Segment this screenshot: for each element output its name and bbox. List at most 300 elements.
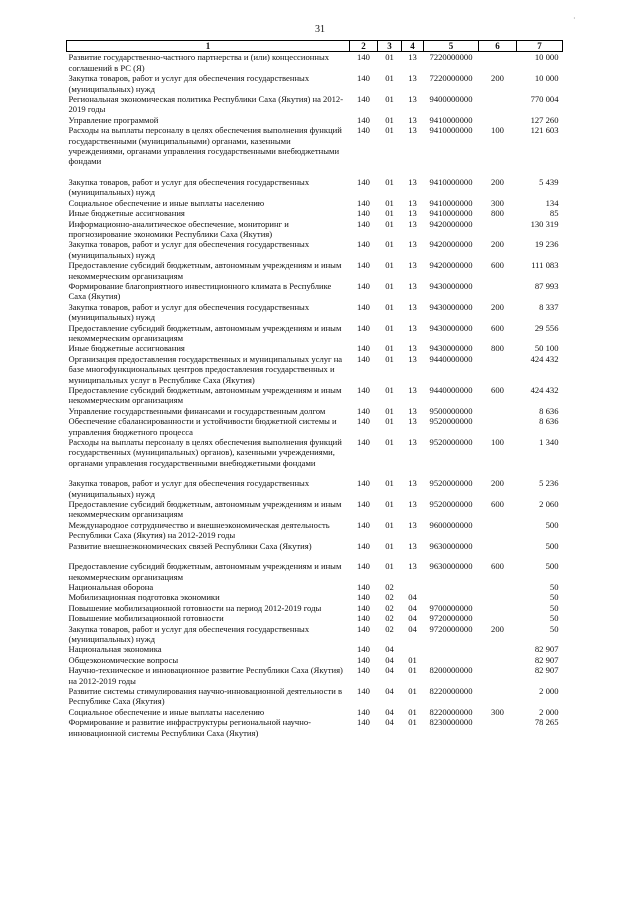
table-row [67,582,563,592]
row-name: Закупка товаров, работ и услуг для обеспечения государственных (муниципальных) нужд [68,301,310,323]
row-code-subsection: 13 [408,478,417,489]
row-amount: 50 [549,623,559,634]
row-code-subsection: 13 [408,353,417,364]
row-code-ministry: 140 [357,685,370,696]
row-code-target: 9630000000 [429,561,473,572]
row-code-target: 9410000000 [429,208,473,219]
row-amount: 424 432 [530,385,559,395]
row-code-subsection: 13 [408,301,417,312]
row-code-ministry: 140 [357,437,370,448]
row-code-section: 01 [385,385,394,395]
row-name: Закупка товаров, работ и услуг для обеспечения государственных (муниципальных) нужд [68,623,310,644]
row-code-subsection: 13 [408,208,417,219]
row-code-section: 01 [385,114,394,125]
row-code-section: 01 [385,519,394,530]
table-body [67,52,563,738]
table-row [67,592,563,602]
corner-mark: · [573,14,576,23]
row-code-target: 9440000000 [429,385,473,395]
row-name: Повышение мобилизационной готовности [68,613,224,624]
row-code-ministry: 140 [357,519,370,530]
row-code-section: 01 [385,260,394,271]
row-code-target: 9520000000 [429,499,473,510]
row-code-section: 01 [385,353,394,364]
row-code-target: 8220000000 [429,685,473,696]
table-row [67,520,563,541]
row-code-expense-type [479,416,517,437]
row-code-section: 01 [385,478,394,489]
row-code-section: 01 [385,52,394,63]
row-name: Предоставление субсидий бюджетным, автономным учреждениям и иным некоммерческим организациям [68,385,342,406]
row-code-subsection: 13 [408,499,417,510]
row-code-expense-type: 600 [491,322,504,333]
row-name: Расходы на выплаты персоналу в целях обеспечения выполнения функций государственными (муниципальными) органами, казенными учреждениями, органами управления государственными внебюджетными фондами [68,125,342,167]
row-code-subsection: 13 [408,239,417,250]
table-row [67,686,563,707]
row-code-expense-type: 600 [491,561,504,572]
header-col-6: 6 [479,41,517,52]
row-name: Закупка товаров, работ и услуг для обеспечения государственных (муниципальных) нужд [68,478,310,499]
row-amount: 8 636 [539,405,559,416]
row-code-target: 9430000000 [429,280,473,291]
row-code-section: 01 [385,218,394,229]
row-code-expense-type: 200 [491,623,504,634]
row-code-section: 01 [385,499,394,510]
row-code-ministry: 140 [357,176,370,187]
row-amount: 50 [549,602,559,613]
row-code-ministry: 140 [357,322,370,333]
row-code-expense-type [479,717,517,738]
row-code-section: 01 [385,343,394,354]
row-code-expense-type [479,281,517,302]
row-code-subsection: 13 [408,519,417,530]
row-code-subsection: 04 [408,613,417,624]
row-code-section: 04 [385,654,394,665]
row-code-expense-type [479,354,517,385]
row-spacer-cell [67,167,563,177]
row-code-section: 01 [385,280,394,291]
row-amount: 87 993 [534,280,559,291]
row-code-subsection: 13 [408,437,417,448]
row-code-expense-type: 800 [491,343,504,354]
row-code-target: 9720000000 [429,613,473,624]
row-name: Развитие государственно-частного партнерства и (или) концессионных соглашений в РС (Я) [68,52,330,73]
row-amount: 8 337 [539,301,559,312]
row-amount: 2 060 [539,499,559,510]
row-name: Предоставление субсидий бюджетным, автономным учреждениям и иным некоммерческим организациям [68,499,342,520]
row-code-target: 9410000000 [429,197,473,208]
row-code-section: 04 [385,685,394,696]
row-name: Развитие системы стимулирования научно-инновационной деятельности в Республике Саха (Якутия) [68,685,343,707]
table-row [67,73,563,94]
row-code-target: 8220000000 [429,706,473,717]
header-col-1: 1 [67,41,350,52]
table-header-row [67,41,563,52]
row-code-section: 02 [385,592,394,603]
row-code-section: 04 [385,717,394,728]
table-row [67,354,563,385]
header-col-3: 3 [378,41,402,52]
row-code-section: 01 [385,301,394,312]
row-code-subsection: 13 [408,94,417,105]
row-amount: 78 265 [534,717,559,728]
row-code-target: 9410000000 [429,176,473,187]
row-code-ministry: 140 [357,385,370,395]
table-row [67,302,563,323]
row-name: Предоставление субсидий бюджетным, автономным учреждениям и иным некоммерческим организациям [68,322,342,343]
row-name: Закупка товаров, работ и услуг для обеспечения государственных (муниципальных) нужд [68,176,310,198]
row-code-ministry: 140 [357,52,370,63]
row-code-section: 04 [385,665,394,676]
row-name: Закупка товаров, работ и услуг для обеспечения государственных (муниципальных) нужд [68,239,310,260]
row-spacer-cell [67,468,563,478]
row-code-ministry: 140 [357,353,370,364]
row-amount: 10 000 [534,52,559,63]
row-amount: 111 083 [531,260,559,271]
row-code-expense-type: 300 [491,706,504,717]
row-spacer-cell [67,551,563,561]
row-code-ministry: 140 [357,581,370,592]
row-name: Предоставление субсидий бюджетным, автономным учреждениям и иным некоммерческим организациям [68,260,342,281]
row-code-subsection [402,644,424,654]
row-code-ministry: 140 [357,125,370,136]
row-code-expense-type: 300 [491,197,504,208]
row-code-ministry: 140 [357,114,370,125]
row-code-ministry: 140 [357,540,370,551]
row-code-target [424,655,479,665]
row-code-ministry: 140 [357,239,370,250]
row-code-section: 01 [385,405,394,416]
row-code-expense-type: 200 [491,176,504,187]
row-code-expense-type [479,115,517,125]
row-code-section: 01 [385,125,394,136]
table-row [67,198,563,208]
row-code-ministry: 140 [357,717,370,728]
row-amount: 424 432 [530,353,559,364]
row-code-subsection: 13 [408,125,417,136]
row-code-expense-type: 200 [491,73,504,84]
row-amount: 19 236 [534,239,559,250]
row-amount: 50 100 [534,343,559,354]
row-spacer [67,551,563,561]
row-code-target: 9430000000 [429,301,473,312]
row-code-section: 02 [385,623,394,634]
row-amount: 500 [545,519,559,530]
row-code-subsection: 01 [408,665,417,676]
row-name: Управление программой [68,114,159,125]
header-col-4: 4 [402,41,424,52]
row-name: Организация предоставления государственных и муниципальных услуг на базе многофункциональных центров предоставления государственных и муниципальных услуг в Республике Саха (Якутия) [68,353,343,385]
page-number: 31 [315,24,325,35]
row-name: Национальная оборона [68,581,154,592]
table-row [67,260,563,281]
row-code-expense-type: 100 [491,437,504,448]
row-code-ministry: 140 [357,665,370,676]
table-row [67,385,563,406]
row-code-section: 01 [385,94,394,105]
table-row [67,343,563,353]
row-amount: 5 439 [539,176,559,187]
row-code-expense-type [479,541,517,551]
table-row [67,125,563,167]
row-code-ministry: 140 [357,561,370,572]
table-row [67,416,563,437]
row-name: Социальное обеспечение и иные выплаты населению [68,197,265,208]
row-amount: 770 004 [530,94,559,105]
row-code-subsection: 04 [408,602,417,613]
row-code-target: 9410000000 [429,125,473,136]
row-name: Мобилизационная подготовка экономики [68,592,220,603]
row-amount: 127 260 [530,114,559,125]
row-code-expense-type: 600 [491,385,504,395]
row-code-ministry: 140 [357,644,370,655]
row-code-target: 8200000000 [429,665,473,676]
row-amount: 50 [549,592,559,603]
row-name: Национальная экономика [68,644,162,655]
row-name: Научно-техническое и инновационное развитие Республики Саха (Якутия) на 2012-2019 годы [68,665,343,686]
row-code-section: 02 [385,581,394,592]
row-code-expense-type [479,592,517,602]
row-code-subsection: 01 [408,717,417,728]
row-code-target [424,644,479,654]
row-name: Обеспечение сбалансированности и устойчивости бюджетной системы и управления бюджетного процесса [68,416,337,437]
row-name: Информационно-аналитическое обеспечение, мониторинг и прогнозирование экономики Республики Саха (Якутия) [68,218,289,239]
row-code-expense-type [479,686,517,707]
row-name: Повышение мобилизационной готовности на период 2012-2019 годы [68,602,322,613]
row-amount: 82 907 [534,644,559,655]
row-code-target: 7220000000 [429,52,473,63]
row-code-expense-type [479,520,517,541]
row-code-subsection: 13 [408,114,417,125]
row-code-ministry: 140 [357,208,370,219]
row-code-section: 04 [385,706,394,717]
row-code-target: 9420000000 [429,239,473,250]
row-code-ministry: 140 [357,197,370,208]
row-code-subsection: 13 [408,260,417,271]
row-spacer [67,167,563,177]
row-code-section: 01 [385,208,394,219]
row-code-subsection: 04 [408,592,417,603]
row-amount: 10 000 [534,73,559,84]
row-amount: 50 [549,581,559,592]
header-col-7: 7 [517,41,563,52]
header-col-5: 5 [424,41,479,52]
row-amount: 50 [549,613,559,624]
row-name: Развитие внешнеэкономических связей Республики Саха (Якутия) [68,540,312,551]
row-code-target: 8230000000 [429,717,473,728]
row-name: Предоставление субсидий бюджетным, автономным учреждениям и иным некоммерческим организациям [68,561,342,582]
row-code-target: 9520000000 [429,416,473,427]
row-code-section: 01 [385,322,394,333]
table-row [67,177,563,198]
table-row [67,52,563,73]
row-code-ministry: 140 [357,592,370,603]
table-row [67,561,563,582]
table-row [67,541,563,551]
row-code-subsection: 04 [408,623,417,634]
row-code-expense-type [479,613,517,623]
row-code-target: 7220000000 [429,73,473,84]
row-code-ministry: 140 [357,343,370,354]
row-code-expense-type: 600 [491,499,504,510]
row-code-target: 9500000000 [429,405,473,416]
table-row [67,644,563,654]
row-code-target: 9430000000 [429,343,473,354]
header-col-2: 2 [350,41,378,52]
row-code-target: 9720000000 [429,623,473,634]
row-code-ministry: 140 [357,623,370,634]
row-amount: 8 636 [539,416,559,427]
row-name: Общеэкономические вопросы [68,654,179,665]
row-code-expense-type: 100 [491,125,504,136]
row-spacer [67,468,563,478]
row-code-ministry: 140 [357,405,370,416]
row-name: Управление государственными финансами и государственным долгом [68,405,326,416]
row-name: Международное сотрудничество и внешнеэкономическая деятельность Республики Саха (Якутия) на 2012-2019 годы [68,519,330,541]
row-code-expense-type [479,52,517,73]
row-code-section: 01 [385,176,394,187]
table-row [67,603,563,613]
row-amount: 29 556 [534,322,559,333]
table-row [67,478,563,499]
row-code-expense-type: 600 [491,260,504,271]
row-name: Расходы на выплаты персоналу в целях обеспечения выполнения функций государственных (муниципальных) органов), казенными учреждениями, органами управления государственными внебюджетными фондами [68,437,342,468]
row-code-ministry: 140 [357,73,370,84]
row-code-ministry: 140 [357,218,370,229]
table-row [67,219,563,240]
row-code-subsection: 13 [408,52,417,63]
table-row [67,94,563,115]
row-code-expense-type: 800 [491,208,504,219]
row-code-ministry: 140 [357,602,370,613]
row-code-section: 01 [385,73,394,84]
table-row [67,655,563,665]
table-row [67,707,563,717]
table-row [67,406,563,416]
row-code-target: 9630000000 [429,540,473,551]
row-code-expense-type [479,603,517,613]
row-code-section: 01 [385,540,394,551]
row-code-section: 01 [385,416,394,427]
row-code-expense-type [479,219,517,240]
row-code-expense-type [479,94,517,115]
row-code-ministry: 140 [357,478,370,489]
table-row [67,239,563,260]
row-code-subsection: 01 [408,654,417,665]
row-code-ministry: 140 [357,706,370,717]
row-code-ministry: 140 [357,280,370,291]
row-code-subsection: 13 [408,197,417,208]
table-row [67,717,563,738]
row-code-ministry: 140 [357,499,370,510]
row-amount: 121 603 [530,125,559,136]
row-code-section: 01 [385,561,394,572]
row-name: Иные бюджетные ассигнования [68,208,185,219]
row-code-subsection: 13 [408,561,417,572]
row-code-target: 9420000000 [429,260,473,271]
table-row [67,281,563,302]
row-code-target [424,582,479,592]
row-code-target: 9440000000 [429,353,473,364]
row-code-target: 9520000000 [429,437,473,448]
row-amount: 82 907 [534,665,559,676]
row-code-subsection: 13 [408,218,417,229]
row-name: Социальное обеспечение и иные выплаты населению [68,706,265,717]
row-code-expense-type [479,644,517,654]
row-amount: 500 [545,561,559,572]
row-name: Формирование благоприятного инвестиционного климата в Республике Саха (Якутия) [68,280,332,302]
row-code-subsection: 13 [408,540,417,551]
row-code-subsection: 13 [408,385,417,395]
row-amount: 2 000 [539,706,559,717]
table-row [67,499,563,520]
row-name: Закупка товаров, работ и услуг для обеспечения государственных (муниципальных) нужд [68,73,310,94]
table-row [67,115,563,125]
row-amount: 134 [545,197,559,208]
row-code-subsection: 01 [408,706,417,717]
row-code-expense-type [479,582,517,592]
row-code-section: 02 [385,613,394,624]
row-code-target: 9410000000 [429,114,473,125]
row-code-section: 01 [385,197,394,208]
row-code-subsection: 13 [408,176,417,187]
row-name: Иные бюджетные ассигнования [68,343,185,354]
row-amount: 82 907 [534,654,559,665]
row-code-ministry: 140 [357,301,370,312]
row-code-subsection: 01 [408,685,417,696]
table-row [67,208,563,218]
row-code-expense-type [479,655,517,665]
row-code-subsection: 13 [408,416,417,427]
row-amount: 2 000 [539,685,559,696]
row-name: Формирование и развитие инфраструктуры региональной научно-инновационной системы Республики Саха (Якутия) [68,717,312,738]
row-code-ministry: 140 [357,94,370,105]
row-amount: 1 340 [539,437,559,448]
row-code-target: 9600000000 [429,519,473,530]
row-name: Региональная экономическая политика Республики Саха (Якутия) на 2012-2019 годы [68,94,344,115]
table-row [67,665,563,686]
row-code-section: 01 [385,239,394,250]
row-code-target: 9400000000 [429,94,473,105]
row-code-expense-type: 200 [491,478,504,489]
table-row [67,323,563,344]
row-code-ministry: 140 [357,260,370,271]
row-code-section: 02 [385,602,394,613]
row-code-target: 9420000000 [429,218,473,229]
row-code-expense-type: 200 [491,301,504,312]
row-code-subsection: 13 [408,73,417,84]
row-amount: 85 [549,208,559,219]
row-code-subsection: 13 [408,322,417,333]
row-code-subsection: 13 [408,343,417,354]
row-code-target: 9700000000 [429,602,473,613]
budget-table [66,40,563,738]
table-row [67,437,563,468]
row-amount: 500 [545,540,559,551]
row-code-subsection: 13 [408,405,417,416]
row-code-subsection: 13 [408,280,417,291]
row-code-target [424,592,479,602]
row-code-section: 01 [385,437,394,448]
row-code-expense-type: 200 [491,239,504,250]
table-row [67,613,563,623]
row-code-ministry: 140 [357,654,370,665]
row-amount: 5 236 [539,478,559,489]
row-code-target: 9430000000 [429,322,473,333]
row-code-subsection [402,582,424,592]
row-code-expense-type [479,406,517,416]
row-code-target: 9520000000 [429,478,473,489]
